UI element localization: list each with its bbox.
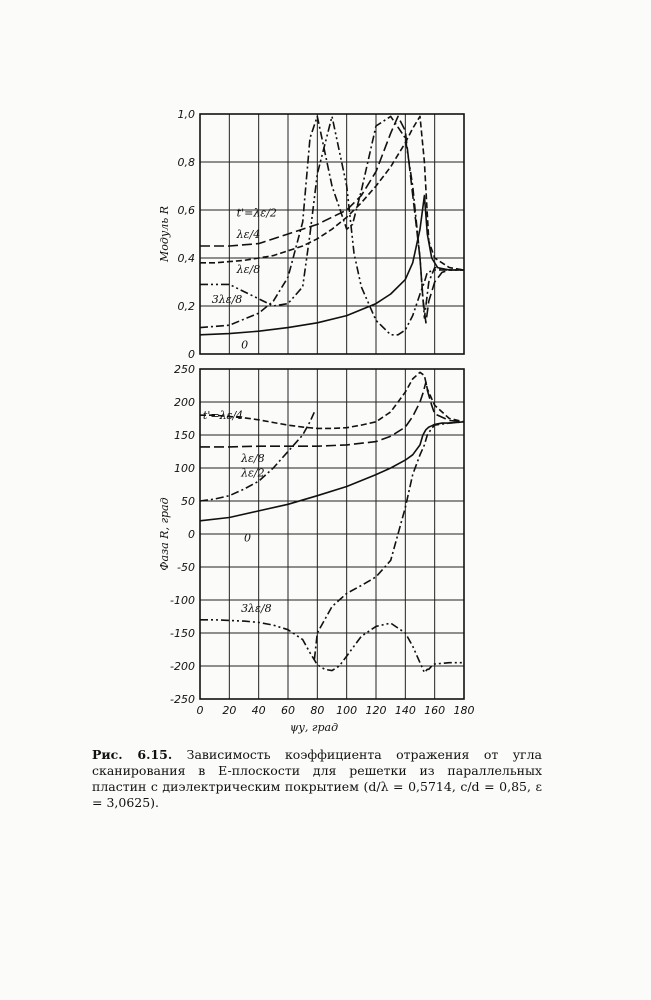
y-tick-label: -250 <box>170 693 195 706</box>
series-line <box>200 422 464 521</box>
curve-label: 0 <box>244 531 251 545</box>
y-tick-label: 250 <box>174 363 195 376</box>
y-tick-label: 1,0 <box>177 108 195 121</box>
x-tick-label: 80 <box>310 704 325 717</box>
curve-label: t'=λε/2 <box>236 206 277 220</box>
curve-label: λε/4 <box>236 228 261 241</box>
series-line <box>200 116 464 270</box>
curve-label: λε/8 <box>241 452 265 466</box>
curve-label: 0 <box>241 338 249 352</box>
y-tick-label: 0 <box>188 528 195 541</box>
curve-label: λε/2 <box>241 466 265 480</box>
y-tick-label: 0,8 <box>177 156 195 169</box>
curve-label: t'=λε/4 <box>202 409 244 423</box>
curve-label: 3λε/8 <box>241 601 272 615</box>
y-tick-label: -200 <box>170 660 195 673</box>
x-tick-label: 40 <box>251 704 266 717</box>
curve-label: λε/8 <box>236 262 261 276</box>
y-axis-label: Модуль R <box>158 205 171 263</box>
y-tick-label: 150 <box>174 429 195 442</box>
y-tick-label: -50 <box>177 561 195 574</box>
y-axis-label: Фаза R, град <box>158 497 171 571</box>
y-tick-label: 0,4 <box>177 252 195 265</box>
series-line <box>314 422 464 660</box>
y-tick-label: 0 <box>188 348 195 361</box>
figure-caption <box>92 747 542 811</box>
x-tick-label: 120 <box>365 704 387 717</box>
y-tick-label: -100 <box>170 594 195 607</box>
y-tick-label: 200 <box>174 396 195 409</box>
y-tick-label: 0,6 <box>177 204 195 217</box>
caption-text: Зависимость коэффициента отражения от угла сканирования в E-плоскости для решетки из параллельных пластин с диэлектрическим покрытием (d/λ = 0,5714, c/d = 0,85, ε = 3,0625). <box>92 747 542 810</box>
x-tick-label: 0 <box>196 704 204 717</box>
caption-label: Рис. 6.15. <box>92 747 173 762</box>
x-tick-label: 140 <box>394 704 416 717</box>
y-tick-label: -150 <box>170 627 195 640</box>
x-tick-label: 60 <box>281 704 295 717</box>
y-tick-label: 0,2 <box>177 300 195 313</box>
x-tick-label: 180 <box>453 704 475 717</box>
series-line <box>200 620 464 673</box>
y-tick-label: 50 <box>181 495 195 508</box>
x-tick-label: 160 <box>424 704 446 717</box>
y-tick-label: 100 <box>174 462 195 475</box>
phase-panel <box>158 363 475 734</box>
curve-label: 3λε/8 <box>211 292 243 306</box>
x-tick-label: 100 <box>336 704 358 717</box>
magnitude-panel <box>158 108 464 361</box>
x-axis-label: ψу, град <box>289 721 339 734</box>
x-tick-label: 20 <box>222 704 237 717</box>
